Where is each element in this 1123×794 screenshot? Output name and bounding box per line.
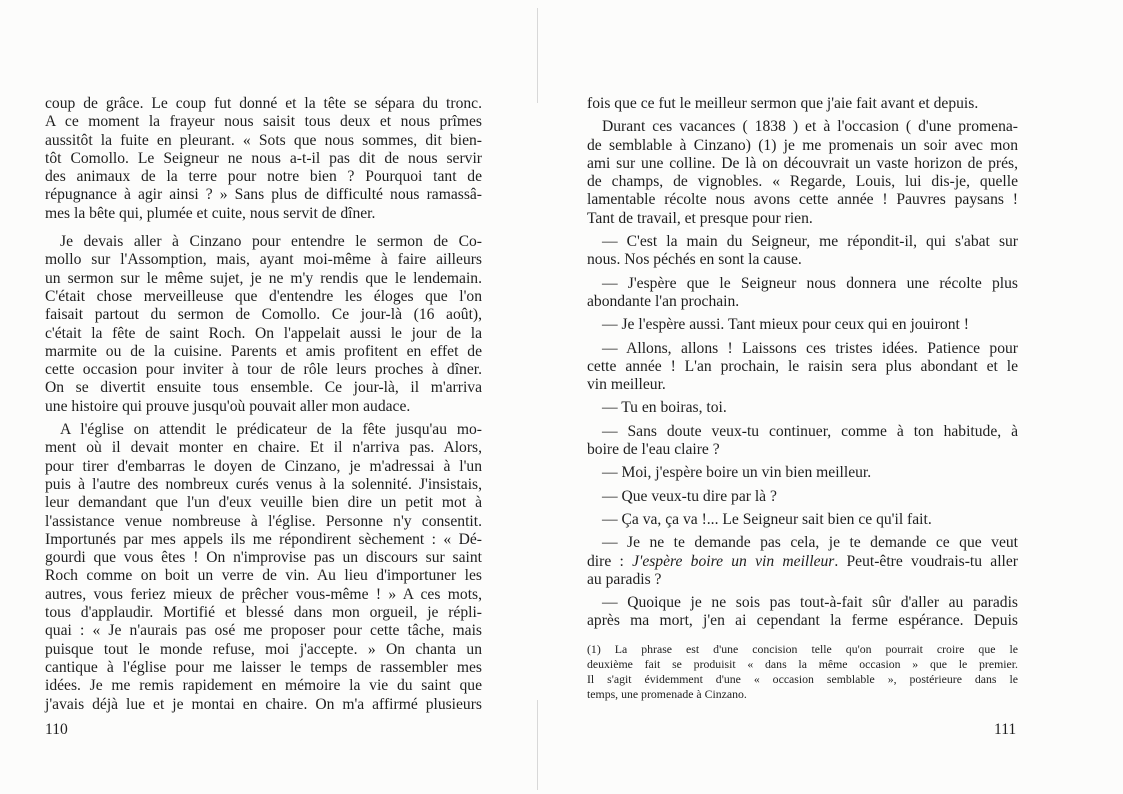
text-line: idées. Je me remis rapidement en mémoire la vie du saint que bbox=[45, 677, 482, 695]
text-line: ami sur une colline. De là on découvrait un vaste horizon de prés, bbox=[587, 154, 1018, 172]
paragraph bbox=[587, 464, 1018, 482]
text-line: de champs, de vignobles. « Regarde, Louis, lui dis-je, quelle bbox=[587, 173, 1018, 191]
footnote bbox=[587, 642, 1018, 702]
text-line: c'était la fête de saint Roch. On l'appelait aussi le jour de la bbox=[45, 324, 482, 342]
paragraph bbox=[587, 275, 1018, 312]
text-line: des animaux de la terre pour notre bien ? Pourquoi tant de bbox=[45, 168, 482, 186]
paragraph bbox=[587, 488, 1018, 506]
text-line: cantique à l'église pour me laisser le temps de rassembler mes bbox=[45, 658, 482, 676]
text-line: un sermon sur le même sujet, je ne m'y rendis que le lendemain. bbox=[45, 269, 482, 287]
text-line: — Allons, allons ! Laissons ces tristes idées. Patience pour bbox=[602, 339, 1018, 357]
text-line: cette année ! L'an prochain, le raisin sera plus abondant et le bbox=[587, 357, 1018, 375]
text-line: au paradis ? bbox=[587, 570, 662, 588]
text-line: C'était chose merveilleuse que d'entendre les éloges que l'on bbox=[45, 287, 482, 305]
text-line: — C'est la main du Seigneur, me répondit-il, qui s'abat sur bbox=[602, 233, 1018, 251]
text-segment: . Peut-être voudrais-tu aller bbox=[834, 552, 1018, 570]
text-line: abondante l'an prochain. bbox=[587, 292, 740, 310]
text-line: On se divertit ensuite tous ensemble. Ce jour-là, il m'arriva bbox=[45, 379, 482, 397]
footnote-line: temps, une promenade à Cinzano. bbox=[587, 687, 747, 701]
text-line: A l'église on attendit le prédicateur de la fête jusqu'au mo- bbox=[60, 421, 482, 439]
text-line: leur demandant que l'un d'eux veuille bien dire un petit mot à bbox=[45, 494, 482, 512]
text-line: puis à l'autre des nombreux curés venus à la solennité. J'insistais, bbox=[45, 475, 482, 493]
text-line: répugnance à agir ainsi ? » Sans plus de difficulté nous ramassâ- bbox=[45, 186, 482, 204]
gutter-fold-top bbox=[537, 8, 538, 103]
text-line: boire de l'eau claire ? bbox=[587, 441, 720, 459]
paragraph bbox=[587, 233, 1018, 270]
left-page-body bbox=[45, 95, 482, 719]
paragraph bbox=[587, 316, 1018, 334]
text-line: — Je ne te demande pas cela, je te demande ce que veut bbox=[602, 534, 1018, 552]
text-line bbox=[587, 553, 1018, 571]
text-line: après ma mort, j'en ai cependant la ferme espérance. Depuis bbox=[587, 612, 1018, 630]
text-line: — Ça va, ça va !... Le Seigneur sait bien ce qu'il fait. bbox=[602, 510, 932, 528]
text-line: ment où il devait monter en chaire. Et il n'arriva pas. Alors, bbox=[45, 439, 482, 457]
text-line: vin meilleur. bbox=[587, 376, 666, 394]
text-line: autres, vous feriez mieux de prêcher vous-même ! » A ces mots, bbox=[45, 585, 482, 603]
text-line: A ce moment la frayeur nous saisit tous deux et nous prîmes bbox=[45, 113, 482, 131]
text-line: une histoire qui prouve jusqu'où pouvait aller mon audace. bbox=[45, 397, 411, 415]
text-line: Importunés par mes appels ils me répondirent sèchement : « Dé- bbox=[45, 530, 482, 548]
gutter-fold-bottom bbox=[537, 700, 538, 790]
text-line: Roch comme on boit un verre de vin. Au lieu d'importuner les bbox=[45, 567, 482, 585]
text-line: gourdi que vous êtes ! On n'improvise pas un discours sur saint bbox=[45, 549, 482, 567]
paragraph bbox=[587, 594, 1018, 631]
text-line: quai : « Je n'aurais pas osé me proposer pour cette tâche, mais bbox=[45, 622, 482, 640]
text-line: — Tu en boiras, toi. bbox=[602, 399, 727, 417]
paragraph bbox=[587, 340, 1018, 395]
paragraph bbox=[587, 511, 1018, 529]
text-line: de semblable à Cinzano) (1) je me promenais un soir avec mon bbox=[587, 136, 1018, 154]
paragraph bbox=[45, 233, 482, 416]
page-number-left: 110 bbox=[45, 721, 68, 738]
text-line: cette occasion pour inviter à tour de rôle leurs proches à dîner. bbox=[45, 361, 482, 379]
paragraph bbox=[45, 421, 482, 714]
text-line: — Moi, j'espère boire un vin bien meilleur. bbox=[602, 464, 872, 482]
text-line: lamentable récolte nous avons cette année ! Pauvres paysans ! bbox=[587, 191, 1018, 209]
text-line: Durant ces vacances ( 1838 ) et à l'occasion ( d'une promena- bbox=[602, 118, 1018, 136]
text-line: l'assistance venue nombreuse à l'église. Personne n'y consentit. bbox=[45, 512, 482, 530]
footnote-line: (1) La phrase est d'une concision telle qu'on pourrait croire que le bbox=[587, 642, 1018, 656]
text-line: fois que ce fut le meilleur sermon que j'aie fait avant et depuis. bbox=[587, 95, 979, 112]
paragraph bbox=[587, 95, 1018, 113]
text-line: puisque tout le monde refuse, moi j'accepte. » On chanta un bbox=[45, 640, 482, 658]
text-line: coup de grâce. Le coup fut donné et la tête se sépara du tronc. bbox=[45, 95, 482, 112]
text-line: marmite ou de la cuisine. Parents et amis profitent en effet de bbox=[45, 342, 482, 360]
text-line: — Que veux-tu dire par là ? bbox=[602, 487, 777, 505]
paragraph bbox=[587, 534, 1018, 589]
footnote-line: Il s'agit évidemment d'une « occasion semblable », postérieure dans le bbox=[587, 672, 1018, 686]
text-line: — Je l'espère aussi. Tant mieux pour ceux qui en jouiront ! bbox=[602, 316, 969, 334]
italic-text: J'espère boire un vin meilleur bbox=[632, 552, 835, 570]
text-line: mes la bête qui, plumée et cuite, nous servit de dîner. bbox=[45, 204, 376, 222]
text-line: aussitôt la fuite en pleurant. « Sots que nous sommes, dit bien- bbox=[45, 131, 482, 149]
page-number-right: 111 bbox=[994, 721, 1017, 738]
paragraph bbox=[587, 399, 1018, 417]
text-line: pour tirer d'embarras le doyen de Cinzano, je m'adressai à l'un bbox=[45, 457, 482, 475]
paragraph bbox=[45, 95, 482, 223]
paragraph bbox=[587, 118, 1018, 228]
text-line: — Sans doute veux-tu continuer, comme à ton habitude, à bbox=[602, 422, 1018, 440]
right-page-body bbox=[587, 95, 1018, 636]
text-line: nous. Nos péchés en sont la cause. bbox=[587, 251, 802, 269]
text-line: faisait partout du sermon de Comollo. Ce jour-là (16 août), bbox=[45, 306, 482, 324]
text-line: Je devais aller à Cinzano pour entendre le sermon de Co- bbox=[60, 233, 482, 251]
text-line: — J'espère que le Seigneur nous donnera une récolte plus bbox=[602, 274, 1018, 292]
footnote-line: deuxième fait se produisit « dans la même occasion » que le premier. bbox=[587, 657, 1018, 671]
paragraph bbox=[587, 423, 1018, 460]
text-segment: dire : bbox=[587, 552, 633, 570]
text-line: — Quoique je ne sois pas tout-à-fait sûr d'aller au paradis bbox=[602, 594, 1018, 612]
text-line: Tant de travail, et presque pour rien. bbox=[587, 209, 813, 227]
text-line: mollo sur l'Assomption, mais, ayant moi-même à faire ailleurs bbox=[45, 251, 482, 269]
text-line: tôt Comollo. Le Seigneur ne nous a-t-il pas dit de nous servir bbox=[45, 149, 482, 167]
text-line: j'avais déjà lue et je montai en chaire. On m'a affirmé plusieurs bbox=[45, 695, 482, 713]
text-line: tous d'applaudir. Mortifié et blessé dans mon orgueil, je répli- bbox=[45, 604, 482, 622]
